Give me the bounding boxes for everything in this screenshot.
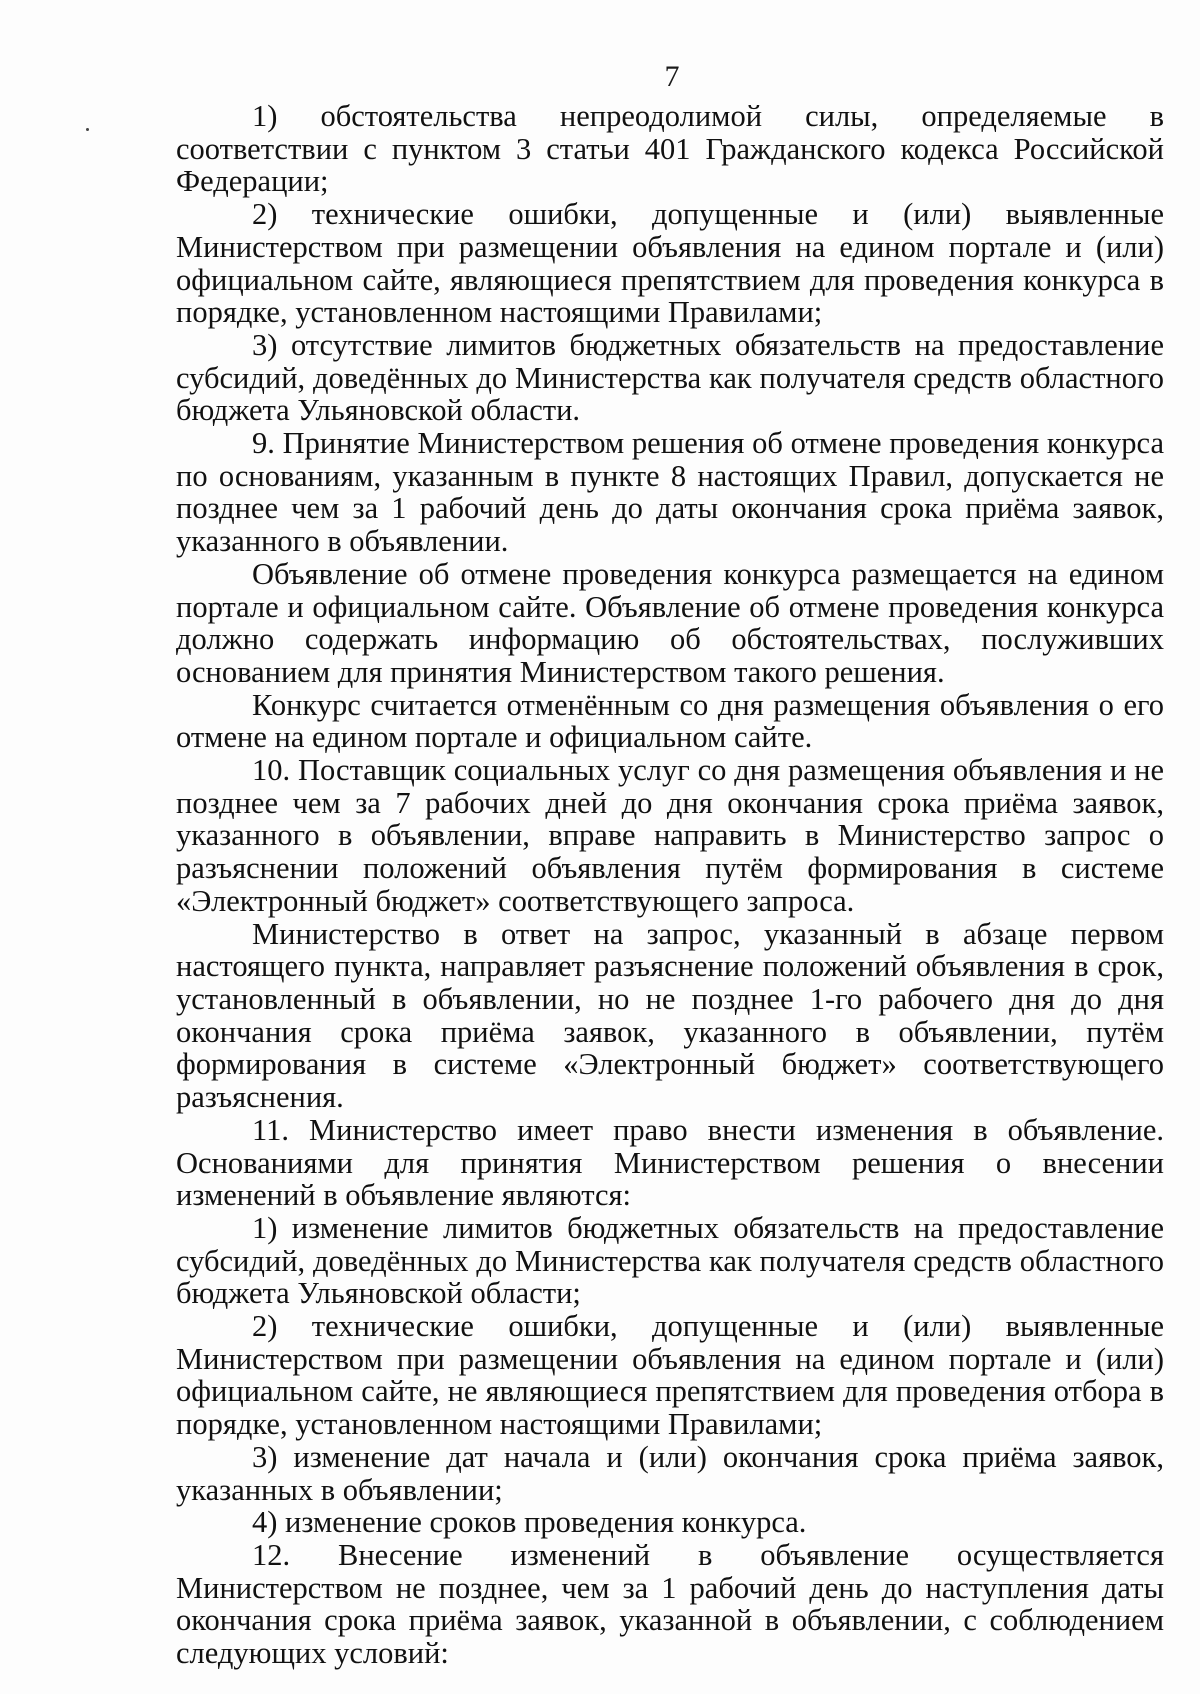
paragraph: 10. Поставщик социальных услуг со дня размещения объявления и не позднее чем за 7 рабочих дней до дня окончания срока приёма заявок, указанного в объявлении, вправе направить в Министерство запрос о разъяснении положений объявления путём формирования в системе «Электронный бюджет» соответствующего запроса. (176, 753, 1164, 918)
document-body (176, 100, 1164, 1670)
paragraph: Министерство в ответ на запрос, указанный в абзаце первом настоящего пункта, направляет разъяснение положений объявления в срок, установленный в объявлении, но не позднее 1-го рабочего дня до дня окончания срока приёма заявок, указанного в объявлении, путём формирования в системе «Электронный бюджет» соответствующего разъяснения. (176, 916, 1164, 1115)
paragraph: 4) изменение сроков проведения конкурса. (252, 1505, 807, 1540)
paragraph: Объявление об отмене проведения конкурса размещается на едином портале и официальном сайте. Объявление об отмене проведения конкурса должно содержать информацию об обстоятельствах, послуживших основанием для принятия Министерством такого решения. (176, 556, 1164, 689)
page-number: 7 (664, 60, 680, 93)
paragraph: 3) изменение дат начала и (или) окончания срока приёма заявок, указанных в объявлении; (176, 1439, 1164, 1507)
paragraph: Конкурс считается отменённым со дня размещения объявления о его отмене на едином портале и официальном сайте. (176, 687, 1164, 755)
paragraph: 1) изменение лимитов бюджетных обязательств на предоставление субсидий, доведённых до Министерства как получателя средств областного бюджета Ульяновской области; (176, 1210, 1164, 1311)
paragraph: 1) обстоятельства непреодолимой силы, определяемые в соответствии с пунктом 3 статьи 401 Гражданского кодекса Российской Федерации; (176, 99, 1164, 199)
paragraph: 2) технические ошибки, допущенные и (или) выявленные Министерством при размещении объявления на едином портале и (или) официальном сайте, не являющиеся препятствием для проведения отбора в порядке, установленном настоящими Правилами; (176, 1309, 1164, 1442)
paragraph: 11. Министерство имеет право внести изменения в объявление. Основаниями для принятия Министерством решения о внесении изменений в объявление являются: (176, 1112, 1164, 1213)
paragraph: 2) технические ошибки, допущенные и (или) выявленные Министерством при размещении объявления на едином портале и (или) официальном сайте, являющиеся препятствием для проведения конкурса в порядке, установленном настоящими Правилами; (176, 197, 1164, 330)
paragraph: 3) отсутствие лимитов бюджетных обязательств на предоставление субсидий, доведённых до Министерства как получателя средств областного бюджета Ульяновской области. (176, 327, 1164, 428)
scan-speck (86, 128, 89, 131)
paragraph: 12. Внесение изменений в объявление осуществляется Министерством не позднее, чем за 1 рабочий день до наступления даты окончания срока приёма заявок, указанной в объявлении, с соблюдением следующих условий: (176, 1537, 1164, 1671)
paragraph: 9. Принятие Министерством решения об отмене проведения конкурса по основаниям, указанным в пункте 8 настоящих Правил, допускается не позднее чем за 1 рабочий день до даты окончания срока приёма заявок, указанного в объявлении. (176, 426, 1164, 559)
